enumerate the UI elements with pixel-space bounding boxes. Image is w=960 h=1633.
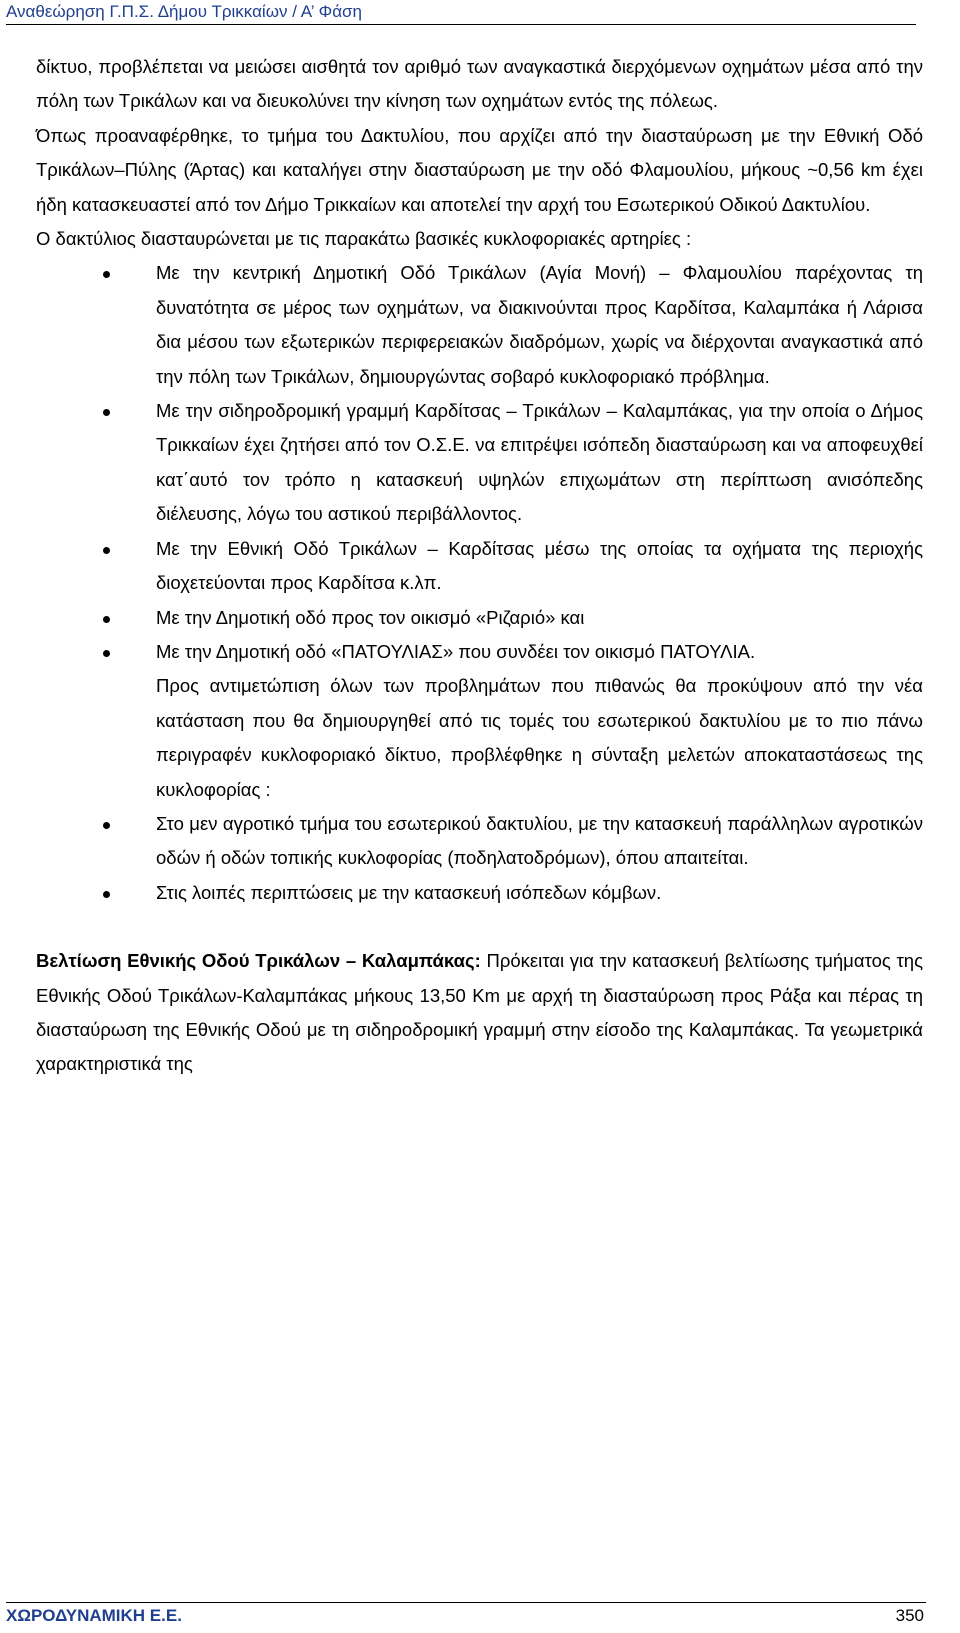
list-item: Στο μεν αγροτικό τμήμα του εσωτερικού δακτυλίου, με την κατασκευή παράλληλων αγροτικών οδών ή οδών τοπικής κυκλοφορίας (ποδηλατοδρόμων), όπου απαιτείται. (36, 807, 923, 876)
bullet-icon (103, 616, 110, 623)
footer-company: ΧΩΡΟΔΥΝΑΜΙΚΗ Ε.Ε. (6, 1606, 182, 1625)
bullet-icon (103, 822, 110, 829)
indented-paragraph: Προς αντιμετώπιση όλων των προβλημάτων που πιθανώς θα προκύψουν από την νέα κατάσταση που θα δημιουργηθεί από τις τομές του εσωτερικού δακτυλίου με το πιο πάνω περιγραφέν κυκλοφοριακό δίκτυο, προβλέφθηκε η σύνταξη μελετών αποκαταστάσεως της κυκλοφορίας : (156, 675, 923, 800)
header-title: Αναθεώρηση Γ.Π.Σ. Δήμου Τρικκαίων / Α’ Φάση (6, 2, 362, 21)
bullet-icon (103, 650, 110, 657)
list-item: Με την Εθνική Οδό Τρικάλων – Καρδίτσας μέσω της οποίας τα οχήματα της περιοχής διοχετεύονται προς Καρδίτσα κ.λπ. (36, 532, 923, 601)
section-heading: Βελτίωση Εθνικής Οδού Τρικάλων – Καλαμπάκας: (36, 950, 481, 972)
list-item: Με την σιδηροδρομική γραμμή Καρδίτσας – Τρικάλων – Καλαμπάκας, για την οποία ο Δήμος Τρικκαίων έχει ζητήσει από τον Ο.Σ.Ε. να επιτρέψει ισόπεδη διασταύρωση και να αποφευχθεί κατ΄αυτό τον τρόπο η κατασκευή υψηλών επιχωμάτων στη περίπτωση ανισόπεδης διέλευσης, λόγω του αστικού περιβάλλοντος. (36, 394, 923, 532)
page-number: 350 (895, 1606, 924, 1625)
bullet-icon (103, 271, 110, 278)
bullet-icon (103, 891, 110, 898)
section-text: Πρόκειται για την κατασκευή βελτίωσης τμήματος της Εθνικής Οδού Τρικάλων-Καλαμπάκας μήκους 13,50 Km με αρχή τη διασταύρωση προς Ράξα και πέρας τη διασταύρωση της Εθνικής Οδού με τη σιδηροδρομική γραμμή στην είσοδο της Καλαμπάκας. Τα γεωμετρικά χαρακτηριστικά της (36, 950, 923, 1075)
section-paragraph (36, 944, 923, 1082)
bullet-icon (103, 409, 110, 416)
bullet-icon (103, 547, 110, 554)
list-item: Με την κεντρική Δημοτική Οδό Τρικάλων (Αγία Μονή) – Φλαμουλίου παρέχοντας τη δυνατότητα σε μέρος των οχημάτων, να διακινούνται προς Καρδίτσα, Καλαμπάκα ή Λάρισα δια μέσου των εξωτερικών περιφερειακών διαδρόμων, χωρίς να διέρχονται αναγκαστικά από την πόλη των Τρικάλων, δημιουργώντας σοβαρό κυκλοφοριακό πρόβλημα. (36, 256, 923, 394)
list-item: Με την Δημοτική οδό προς τον οικισμό «Ριζαριό» και (36, 601, 923, 635)
page-header (6, 0, 916, 25)
list-item: Με την Δημοτική οδό «ΠΑΤΟΥΛΙΑΣ» που συνδέει τον οικισμό ΠΑΤΟΥΛΙΑ. (36, 635, 923, 669)
list-item: Στις λοιπές περιπτώσεις με την κατασκευή ισόπεδων κόμβων. (36, 876, 923, 910)
spacer (36, 910, 923, 944)
footer-divider (6, 1602, 926, 1603)
paragraph: δίκτυο, προβλέπεται να μειώσει αισθητά τον αριθμό των αναγκαστικά διερχόμενων οχημάτων μέσα από την πόλη των Τρικάλων και να διευκολύνει την κίνηση των οχημάτων εντός της πόλεως. (36, 56, 923, 112)
paragraph: Ο δακτύλιος διασταυρώνεται με τις παρακάτω βασικές κυκλοφοριακές αρτηρίες : (36, 228, 692, 250)
crossings-list (36, 256, 923, 910)
paragraph: Όπως προαναφέρθηκε, το τμήμα του Δακτυλίου, που αρχίζει από την διασταύρωση με την Εθνική Οδό Τρικάλων–Πύλης (Άρτας) και καταλήγει στην διασταύρωση με την οδό Φλαμουλίου, μήκους ~0,56 km έχει ήδη κατασκευαστεί από τον Δήμο Τρικκαίων και αποτελεί την αρχή του Εσωτερικού Οδικού Δακτυλίου. (36, 124, 923, 215)
document-body (36, 50, 923, 1082)
